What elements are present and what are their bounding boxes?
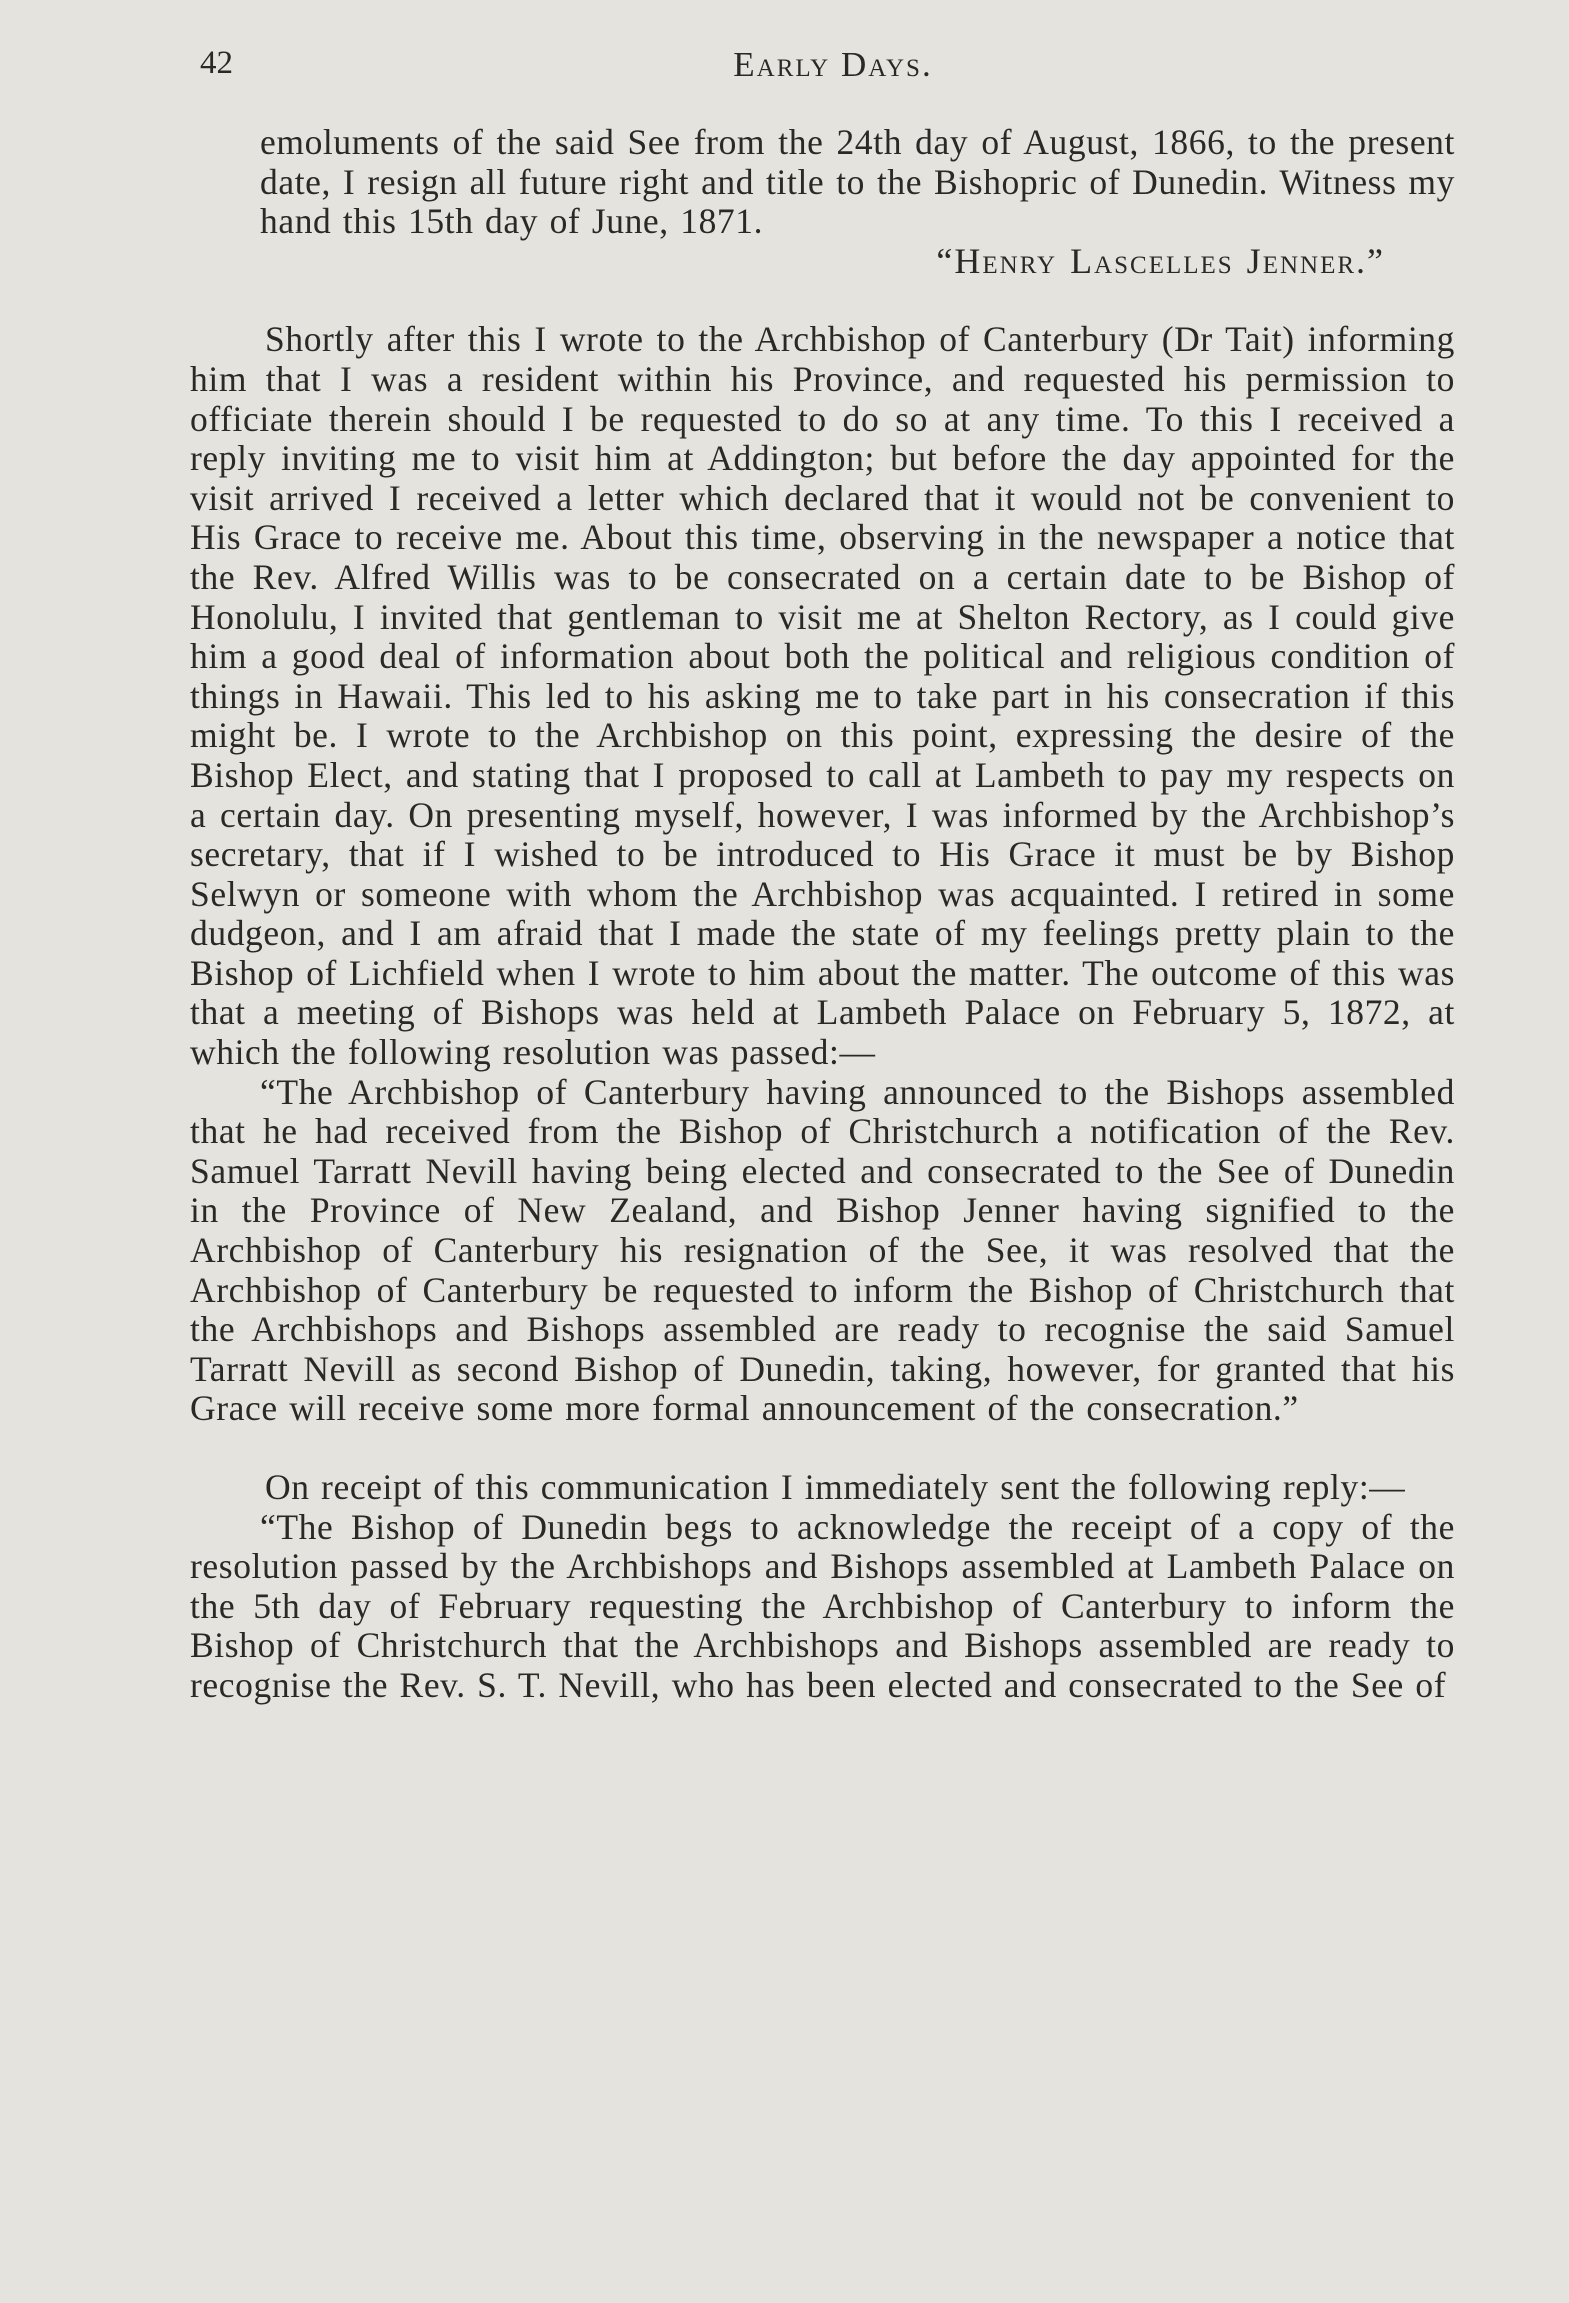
paragraph-receipt: On receipt of this communication I immediately sent the following reply:— (265, 1467, 1406, 1507)
paragraph-reply-quote: “The Bishop of Dunedin begs to acknowledge the receipt of a copy of the resolution passed by the Archbishops and Bishops assembled at Lambeth Palace on the 5th day of February requesting the Archbishop of Canterbury to inform the Bishop of Christchurch that the Archbishops and Bishops assembled are ready to recognise the Rev. S. T. Nevill, who has been elected and consecrated to the See of (190, 1506, 1455, 1705)
running-title: Early Days. (733, 45, 933, 84)
signature-line: “Henry Lascelles Jenner.” (936, 240, 1385, 281)
page-header (200, 45, 1466, 95)
paragraph-resolution-quote: “The Archbishop of Canterbury having announced to the Bishops assembled that he had received from the Bishop of Christchurch a notification of the Rev. Samuel Tarratt Nevill having being elected and consecrated to the See of Dunedin in the Province of New Zealand, and Bishop Jenner having signified to the Archbishop of Canterbury his resignation of the See, it was resolved that the Archbishop of Canterbury be requested to inform the Bishop of Christchurch that the Archbishops and Bishops assembled are ready to recognise the said Samuel Tarratt Nevill as second Bishop of Dunedin, taking, however, for granted that his Grace will receive some more formal announcement of the consecration.” (190, 1071, 1455, 1429)
resignation-quote-end: emoluments of the said See from the 24th day of August, 1866, to the present date, I resign all future right and title to the Bishopric of Dunedin. Witness my hand this 15th day of June, 1871. (260, 122, 1455, 242)
page-number: 42 (200, 45, 233, 81)
paragraph-archbishop-letter: Shortly after this I wrote to the Archbishop of Canterbury (Dr Tait) informing him that I was a resident within his Province, and requested his permission to officiate therein should I be requested to do so at any time. To this I received a reply inviting me to visit him at Addington; but before the day appointed for the visit arrived I received a letter which declared that it would not be convenient to His Grace to receive me. About this time, observing in the newspaper a notice that the Rev. Alfred Willis was to be consecrated on a certain date to be Bishop of Honolulu, I invited that gentleman to visit me at Shelton Rectory, as I could give him a good deal of information about both the political and religious condition of things in Hawaii. This led to his asking me to take part in his consecration if this might be. I wrote to the Archbishop on this point, expressing the desire of the Bishop Elect, and stating that I proposed to call at Lambeth to pay my respects on a certain day. On presenting myself, however, I was informed by the Archbishop’s secretary, that if I wished to be introduced to His Grace it must be by Bishop Selwyn or someone with whom the Archbishop was acquainted. I retired in some dudgeon, and I am afraid that I made the state of my feelings pretty plain to the Bishop of Lichfield when I wrote to him about the matter. The outcome of this was that a meeting of Bishops was held at Lambeth Palace on February 5, 1872, at which the following resolution was passed:— (190, 319, 1455, 1073)
body-text (190, 123, 1455, 1706)
